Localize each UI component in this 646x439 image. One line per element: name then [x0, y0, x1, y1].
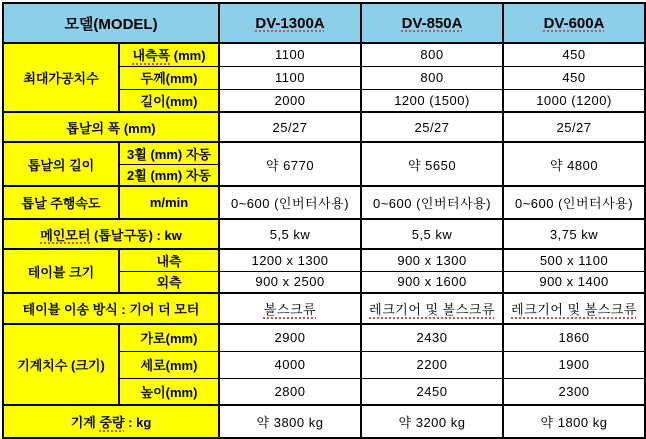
value-cell: 2430	[361, 324, 503, 351]
model-name-dv600a: DV-600A	[543, 14, 605, 32]
value-cell: 4000	[219, 351, 361, 378]
value-cell	[361, 293, 503, 324]
value-cell: 900 x 2500	[219, 271, 361, 293]
value-cell: 2900	[219, 324, 361, 351]
model-name-dv850a: DV-850A	[401, 14, 463, 32]
main-motor-unit: (톱날구동) : kw	[90, 227, 182, 243]
machine-word: 기계	[70, 415, 100, 430]
sub-label-machine-width: 가로(mm)	[119, 324, 219, 351]
value-cell: 약 6770	[219, 142, 361, 186]
value-cell: 3,75 kw	[503, 219, 645, 249]
inner-width-word: 내측폭	[132, 48, 171, 64]
value-cell: 25/27	[219, 112, 361, 142]
value-cell: 1000 (1200)	[503, 89, 645, 112]
feed-value: 볼스크류	[263, 302, 317, 317]
row-machine-width	[3, 324, 645, 351]
feed-value: 레크기어 및 볼스크류	[369, 302, 495, 317]
weight-unit: : kg	[124, 415, 152, 430]
model-column-header-3	[503, 3, 645, 43]
value-cell: 1200 x 1300	[219, 249, 361, 271]
row-table-size-inner	[3, 249, 645, 271]
value-cell: 2000	[219, 89, 361, 112]
value-cell: 900 x 1400	[503, 271, 645, 293]
value-cell: 450	[503, 43, 645, 66]
value-cell: 약 4800	[503, 142, 645, 186]
value-cell: 약 3200 kg	[361, 405, 503, 438]
label-main-motor	[3, 219, 219, 249]
model-column-header-1	[219, 3, 361, 43]
value-cell: 약 1800 kg	[503, 405, 645, 438]
label-table-feed: 테이블 이송 방식 : 기어 더 모터	[3, 293, 219, 324]
value-cell: 2200	[361, 351, 503, 378]
sub-label-inner-width	[119, 43, 219, 66]
spec-table	[2, 2, 646, 439]
row-blade-speed	[3, 186, 645, 219]
section-label-table-size: 테이블 크기	[3, 249, 119, 293]
row-max-size-inner-width	[3, 43, 645, 66]
section-label-machine-size: 기계치수 (크기)	[3, 324, 119, 405]
value-cell: 800	[361, 66, 503, 89]
value-cell: 900 x 1300	[361, 249, 503, 271]
row-blade-width	[3, 112, 645, 142]
value-cell: 1100	[219, 43, 361, 66]
label-blade-speed: 톱날 주행속도	[3, 186, 119, 219]
sub-label-speed-unit: m/min	[119, 186, 219, 219]
label-blade-width: 톱날의 폭 (mm)	[3, 112, 219, 142]
spec-sheet	[0, 2, 646, 437]
section-label-max-work-size: 최대가공치수	[3, 43, 119, 112]
value-cell: 1860	[503, 324, 645, 351]
value-cell: 800	[361, 43, 503, 66]
feed-value: 레크기어 및 볼스크류	[511, 302, 637, 317]
sub-label-2wheel: 2휠 (mm) 자동	[119, 164, 219, 186]
value-cell	[219, 293, 361, 324]
weight-word: 중량	[99, 415, 125, 430]
label-machine-weight	[3, 405, 219, 438]
main-motor-word: 메인모터	[40, 227, 91, 243]
value-cell: 25/27	[503, 112, 645, 142]
sub-label-table-inner: 내측	[119, 249, 219, 271]
value-cell: 25/27	[361, 112, 503, 142]
model-header-label: 모델(MODEL)	[3, 3, 219, 43]
inner-width-unit: (mm)	[170, 48, 206, 64]
value-cell: 900 x 1600	[361, 271, 503, 293]
value-cell: 0~600 (인버터사용)	[361, 186, 503, 219]
value-cell: 500 x 1100	[503, 249, 645, 271]
value-cell: 5,5 kw	[361, 219, 503, 249]
header-row	[3, 3, 645, 43]
model-column-header-2	[361, 3, 503, 43]
value-cell: 2300	[503, 378, 645, 405]
value-cell: 1200 (1500)	[361, 89, 503, 112]
value-cell: 1900	[503, 351, 645, 378]
sub-label-machine-height: 높이(mm)	[119, 378, 219, 405]
value-cell: 1100	[219, 66, 361, 89]
value-cell: 2800	[219, 378, 361, 405]
row-machine-weight	[3, 405, 645, 438]
value-cell: 0~600 (인버터사용)	[219, 186, 361, 219]
value-cell: 2450	[361, 378, 503, 405]
value-cell: 0~600 (인버터사용)	[503, 186, 645, 219]
sub-label-length: 길이(mm)	[119, 89, 219, 112]
value-cell: 약 3800 kg	[219, 405, 361, 438]
value-cell: 5,5 kw	[219, 219, 361, 249]
sub-label-machine-depth: 세로(mm)	[119, 351, 219, 378]
row-blade-length-3wheel	[3, 142, 645, 164]
sub-label-table-outer: 외측	[119, 271, 219, 293]
value-cell: 약 5650	[361, 142, 503, 186]
row-table-feed	[3, 293, 645, 324]
value-cell: 450	[503, 66, 645, 89]
row-main-motor	[3, 219, 645, 249]
section-label-blade-length: 톱날의 길이	[3, 142, 119, 186]
sub-label-thickness: 두께(mm)	[119, 66, 219, 89]
sub-label-3wheel: 3휠 (mm) 자동	[119, 142, 219, 164]
model-name-dv1300a: DV-1300A	[255, 14, 325, 32]
value-cell	[503, 293, 645, 324]
